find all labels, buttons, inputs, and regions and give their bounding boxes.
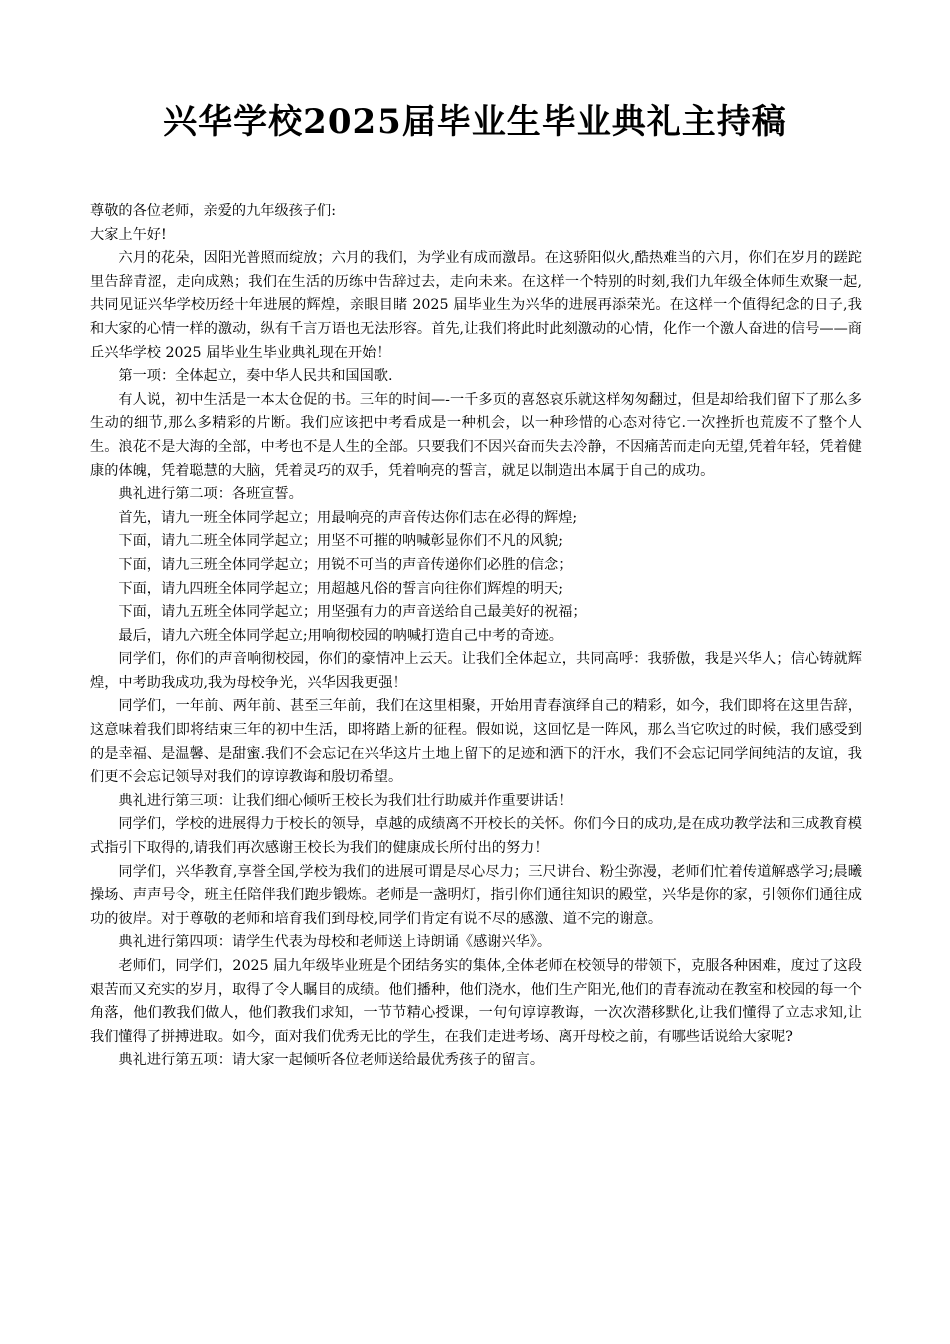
- paragraph: 同学们，一年前、两年前、甚至三年前，我们在这里相聚，开始用青春演绎自己的精彩，如今，我们即将在这里告辞，这意味着我们即将结束三年的初中生活，即将踏上新的征程。假如说，这回忆是一阵风，那么当它吹过的时候，我们感受到的是幸福、是温馨、是甜蜜.我们不会忘记在兴华这片土地上留下的足迹和洒下的汗水，我们不会忘记同学间纯洁的友谊，我们更不会忘记领导对我们的谆谆教诲和殷切希望。: [90, 698, 862, 786]
- paragraph: 下面，请九三班全体同学起立；用锐不可当的声音传递你们必胜的信念；: [118, 556, 573, 573]
- paragraph: 同学们，你们的声音响彻校园，你们的豪情冲上云天。让我们全体起立，共同高呼：我骄傲，我是兴华人；信心铸就辉煌，中考助我成功,我为母校争光，兴华因我更强！: [90, 651, 862, 691]
- paragraph: 首先，请九一班全体同学起立；用最响亮的声音传达你们志在必得的辉煌;: [118, 509, 578, 526]
- paragraph: 同学们，学校的进展得力于校长的领导，卓越的成绩离不开校长的关怀。你们今日的成功,是在成功教学法和三成教育模式指引下取得的,请我们再次感谢王校长为我们的健康成长所付出的努力！: [90, 816, 862, 857]
- paragraph: 典礼进行第四项：请学生代表为母校和老师送上诗朗诵《感谢兴华》。: [118, 934, 552, 951]
- paragraph: 下面，请九二班全体同学起立；用坚不可摧的呐喊彰显你们不凡的风貌;: [118, 533, 563, 550]
- paragraph: 典礼进行第五项：请大家一起倾听各位老师送给最优秀孩子的留言。: [118, 1052, 545, 1069]
- paragraph: 典礼进行第二项：各班宣誓。: [118, 486, 303, 503]
- paragraph: 下面，请九五班全体同学起立；用坚强有力的声音送给自己最美好的祝福；: [118, 604, 587, 621]
- paragraph: 有人说，初中生活是一本太仓促的书。三年的时间—-一千多页的喜怒哀乐就这样匆匆翻过，但是却给我们留下了那么多生动的细节,那么多精彩的片断。我们应该把中考看成是一种机会，以一种珍惜的心态对待它.一次挫折也荒废不了整个人生。浪花不是大海的全部，中考也不是人生的全部。只要我们不因兴奋而失去冷静，不因痛苦而走向无望,凭着年轻，凭着健康的体魄，凭着聪慧的大脑，凭着灵巧的双手，凭着响亮的誓言，就足以制造出本属于自己的成功。: [90, 391, 862, 479]
- paragraph: 下面，请九四班全体同学起立；用超越凡俗的誓言向往你们辉煌的明天;: [118, 580, 563, 597]
- paragraph: 同学们，兴华教育,享誉全国,学校为我们的进展可谓是尽心尽力；三尺讲台、粉尘弥漫，老师们忙着传道解惑学习;晨曦操场、声声号令，班主任陪伴我们跑步锻炼。老师是一盏明灯，指引你们通往知识的殿堂，兴华是你的家，引领你们通往成功的彼岸。对于尊敬的老师和培育我们到母校,同学们肯定有说不尽的感激、道不完的谢意。: [90, 863, 862, 927]
- document-body: [90, 200, 862, 1073]
- paragraph: 老师们，同学们，2025 届九年级毕业班是个团结务实的集体,全体老师在校领导的带领下，克服各种困难，度过了这段艰苦而又充实的岁月，取得了令人瞩目的成绩。他们播种，他们浇水，他们生产阳光,他们的青春流动在教室和校园的每一个角落，他们教我们做人，他们教我们求知，一节节精心授课，一句句谆谆教诲，一次次潜移默化,让我们懂得了立志求知,让我们懂得了拼搏进取。如今，面对我们优秀无比的学生，在我们走进考场、离开母校之前，有哪些话说给大家呢?: [90, 958, 862, 1045]
- paragraph: 尊敬的各位老师，亲爱的九年级孩子们:: [90, 203, 336, 219]
- document-title: 兴华学校2025届毕业生毕业典礼主持稿: [163, 102, 787, 142]
- paragraph: 大家上午好!: [90, 226, 167, 243]
- paragraph: 第一项：全体起立，奏中华人民共和国国歌.: [118, 368, 393, 385]
- paragraph: 六月的花朵，因阳光普照而绽放；六月的我们，为学业有成而激昂。在这骄阳似火,酷热难当的六月，你们在岁月的蹉跎里告辞青涩，走向成熟；我们在生活的历练中告辞过去，走向未来。在这样一个特别的时刻,我们九年级全体师生欢聚一起,共同见证兴华学校历经十年进展的辉煌，亲眼目睹 2025 届毕业生为兴华的进展再添荣光。在这样一个值得纪念的日子,我和大家的心情一样的激动，纵有千言万语也无法形容。首先,让我们将此时此刻激动的心情，化作一个激人奋进的信号——商丘兴华学校 2025 届毕业生毕业典礼现在开始！: [90, 250, 862, 361]
- paragraph: 最后，请九六班全体同学起立;用响彻校园的呐喊打造自己中考的奇迹。: [118, 627, 563, 644]
- paragraph: 典礼进行第三项：让我们细心倾听王校长为我们壮行助威并作重要讲话！: [118, 792, 573, 809]
